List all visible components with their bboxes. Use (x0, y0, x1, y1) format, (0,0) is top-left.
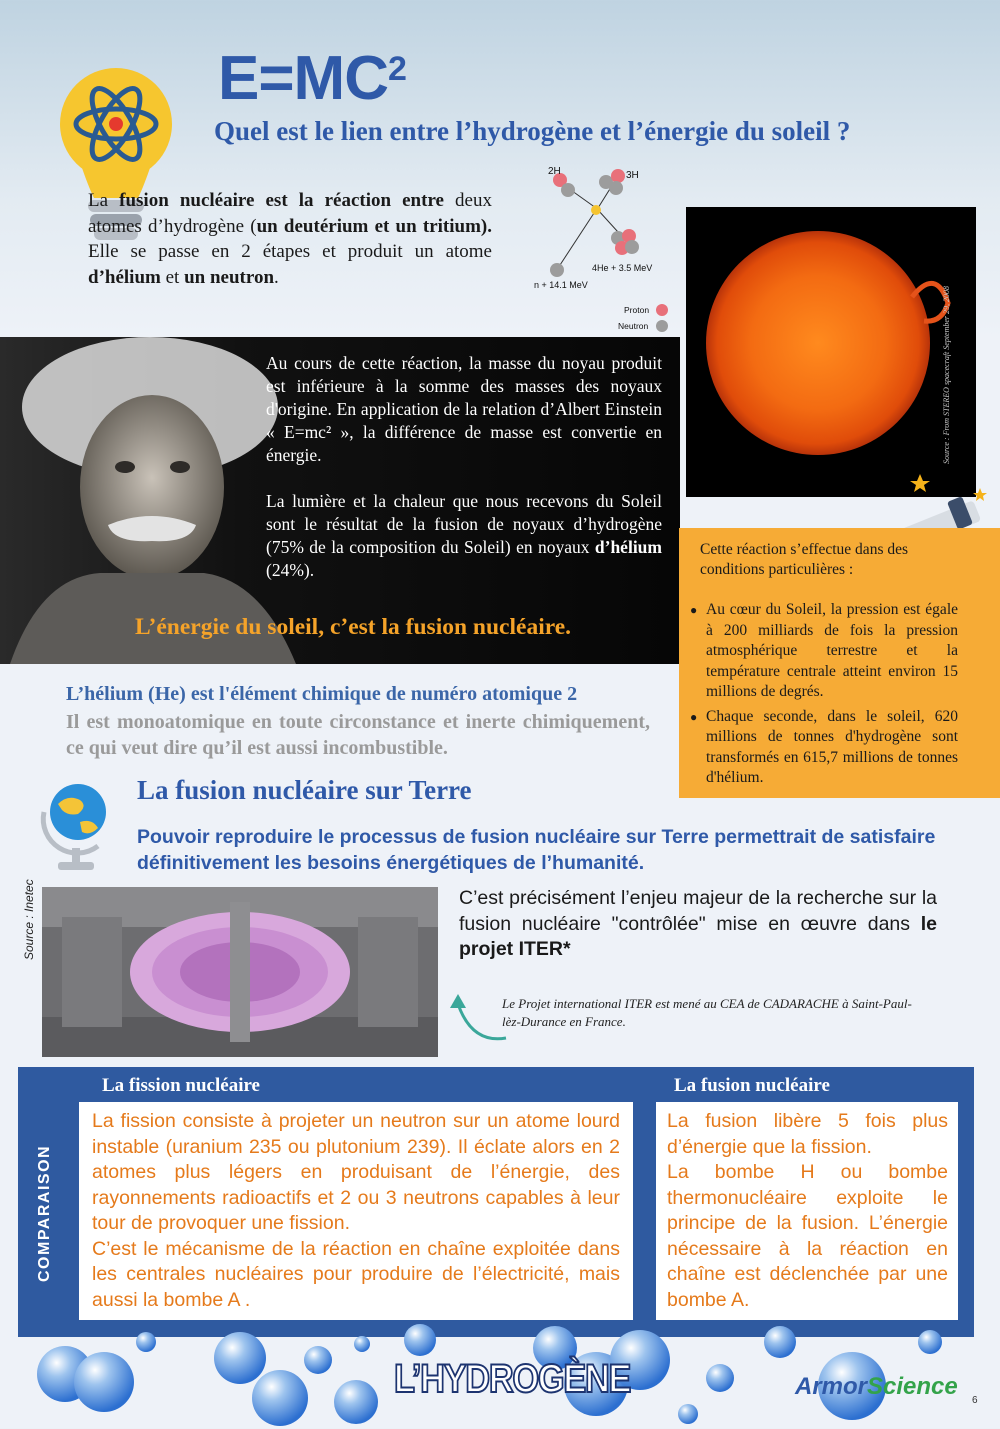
sun-fusion-paragraph: La lumière et la chaleur que nous recevons du Soleil sont le résultat de la fusion de noyaux d’hydrogène (75% de la composition du Soleil) en noyaux d’hélium (24%). (266, 491, 662, 580)
intro-paragraph: La fusion nucléaire est la réaction entre deux atomes d’hydrogène (un deutérium et un tritium). Elle se passe en 2 étapes et produit un atome d’hélium et un neutron. (88, 190, 493, 288)
helium-label: 4He + 3.5 MeV (592, 263, 653, 273)
legend-proton-label: Proton (624, 305, 650, 315)
tritium-label: 3H (626, 170, 639, 181)
fusion-earth-title: La fusion nucléaire sur Terre (137, 775, 472, 805)
sun-photo (686, 207, 976, 497)
einstein-explanation (266, 352, 662, 605)
iter-reactor-image (42, 887, 438, 1057)
list-item: ● Chaque seconde, dans le soleil, 620 millions de tonnes d'hydrogène sont transformés en 615,7 millions de tonnes d'hélium. (690, 707, 958, 789)
fusion-title: La fusion nucléaire (674, 1075, 830, 1096)
helium-text: Il est monoatomique en toute circonstance et inerte chimiquement, ce qui veut dire qu’il est aussi incombustible. (66, 711, 650, 759)
iter-paragraph: C’est précisément l’enjeu majeur de la recherche sur la fusion nucléaire "contrôlée" mise en œuvre dans le projet ITER* (459, 887, 937, 960)
legend-neutron-label: Neutron (618, 321, 649, 331)
iter-image-source: Source : Inetec (22, 879, 36, 960)
fusion-reaction-diagram (528, 160, 678, 338)
fusion-earth-lead: Pouvoir reproduire le processus de fusion nucléaire sur Terre permettrait de satisfaire définitivement les besoins énergétiques de l’humanité. (137, 826, 936, 874)
publisher-logo: ArmorScience (795, 1373, 958, 1400)
comparison-label: COMPARAISON (36, 1144, 53, 1282)
iter-footnote: Le Projet international ITER est mené au CEA de CADARACHE à Saint-Paul-lèz-Durance en France. (502, 996, 912, 1029)
sun-photo-credit: Source : From STEREO spacecraft September 29, 2008 (942, 285, 951, 464)
neutron-label: n + 14.1 MeV (534, 280, 588, 290)
globe-icon (34, 776, 116, 874)
page-number: 6 (972, 1395, 978, 1406)
page-subtitle: Quel est le lien entre l’hydrogène et l’énergie du soleil ? (214, 116, 851, 146)
mass-energy-paragraph: Au cours de cette réaction, la masse du noyau produit est inférieure à la somme des masses des noyaux d'origine. En application de la relation d’Albert Einstein « E=mc² », la différence de masse est convertie en énergie. (266, 353, 662, 465)
deuterium-label: 2H (548, 166, 561, 177)
brand-logo-text: L’HYDROGÈNE (394, 1357, 631, 1401)
list-item: ● Au cœur du Soleil, la pression est égale à 200 milliards de fois la pression atmosphérique terrestre et la température centrale atteint environ 15 millions de degrés. (690, 600, 958, 703)
fission-title: La fission nucléaire (102, 1075, 260, 1096)
helium-title: L’hélium (He) est l'élément chimique de numéro atomique 2 (66, 683, 578, 705)
conditions-intro: Cette réaction s’effectue dans des conditions particulières : (700, 541, 909, 578)
fusion-highlight: L’énergie du soleil, c’est la fusion nucléaire. (135, 614, 572, 640)
fusion-text: La fusion libère 5 fois plus d’énergie que la fission. La bombe H ou bombe thermonucléaire exploite le principe de la fusion. L’énergie nécessaire à la réaction en chaîne est déclenchée par une bombe A. (667, 1110, 948, 1311)
conditions-list (690, 600, 958, 793)
curved-arrow-icon (446, 994, 508, 1046)
fission-text: La fission consiste à projeter un neutron sur un atome lourd instable (uranium 235 ou plutonium 239). Il éclate alors en 2 atomes plus légers en produisant de l’énergie, des rayonnements radioactifs et 2 ou 3 neutrons capables à leur tour de provoquer une fission. C’est le mécanisme de la réaction en chaîne exploitée dans les centrales nucléaires pour produire de l’électricité, mais aussi la bombe A . (92, 1110, 620, 1311)
page-title: $E=MC^2$ (218, 44, 406, 113)
